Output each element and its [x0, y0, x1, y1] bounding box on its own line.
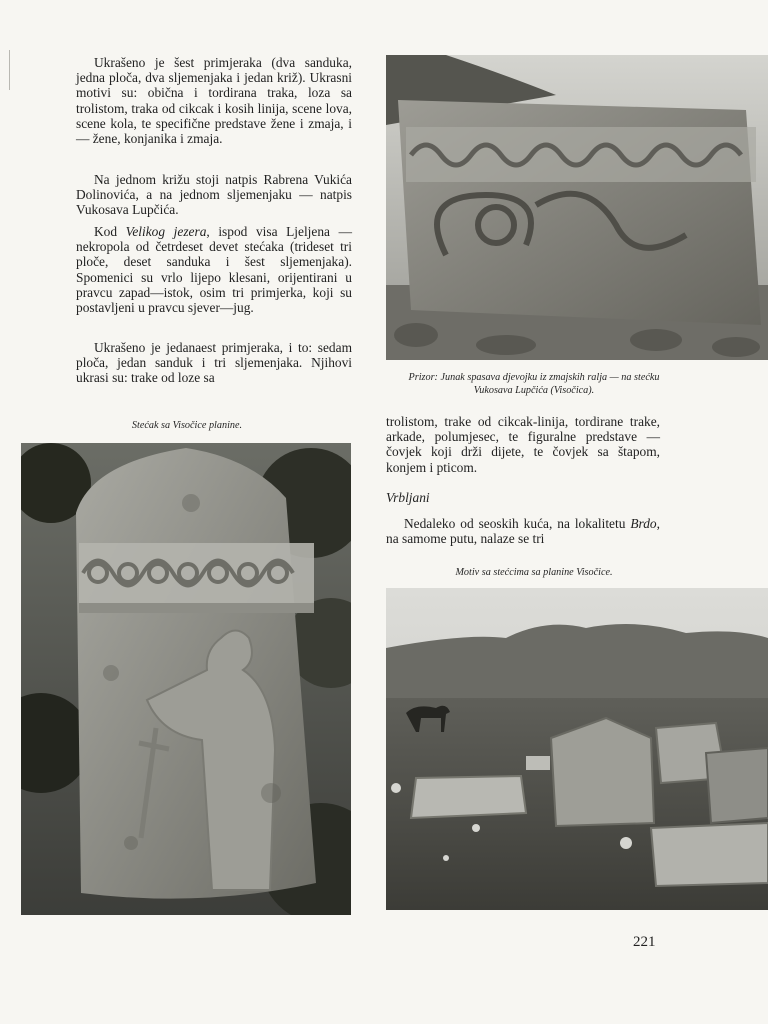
paragraph-1: Ukrašeno je šest primjeraka (dva sanduka, jedna ploča, dva sljemenjaka i jedan križ). Ukrasni motivi su: obična i tordirana traka, loza sa trolistom, traka od cikcak i kosih linija, scene lova, scene kola, te specifične predstave žene i zmaja, i — žene, konjanika i zmaja.: [76, 55, 352, 147]
paragraph-4: Ukrašeno je jedanaest primjeraka, i to: sedam ploča, jedan sanduk i tri sljemenjaka. Njihovi ukrasi su: trake od loze sa: [76, 340, 352, 386]
paragraph-5: trolistom, trake od cikcak-linija, tordirane trake, arkade, polumjesec, te figuralne predstave — čovjek koji drži dijete, te čovjek sa štapom, konjem i pticom.: [386, 414, 660, 475]
paragraph-2: Na jednom križu stoji natpis Rabrena Vukića Dolinovića, a na jednom sljemenjaku — natpis Vukosava Lupčića.: [76, 172, 352, 218]
paragraph-3: Kod Velikog jezera, ispod visa Ljeljena — nekropola od četrdeset devet stećaka (trideset tri ploče, deset sanduka i šest sljemenjaka). Spomenici su vrlo lijepo klesani, orijentirani u pravcu zapad—istok, osim tri primjerka, koji su postavljeni u pravcu sjever—jug.: [76, 224, 352, 316]
page-number: 221: [633, 934, 656, 950]
place-name-brdo: Brdo: [630, 516, 657, 531]
left-margin-line: [9, 50, 10, 90]
section-heading-vrbljani: Vrbljani: [386, 490, 430, 505]
photo-stecci-landscape: [386, 588, 768, 910]
paragraph-6: Nedaleko od seoskih kuća, na lokalitetu Brdo, na samome putu, nalaze se tri: [386, 516, 660, 547]
photo-stecak-dragon-scene: [386, 55, 768, 360]
caption-top-right-photo: Prizor: Junak spasava djevojku iz zmajskih ralja — na stećku Vukosava Lupčića (Visočica).: [408, 372, 660, 396]
caption-left-photo: Stećak sa Visočice planine.: [131, 420, 243, 431]
caption-bottom-right-photo: Motiv sa stećcima sa planine Visočice.: [455, 567, 613, 578]
photo-stecak-figure: [21, 443, 351, 915]
place-name-velikog-jezera: Velikog jezera: [125, 224, 207, 239]
